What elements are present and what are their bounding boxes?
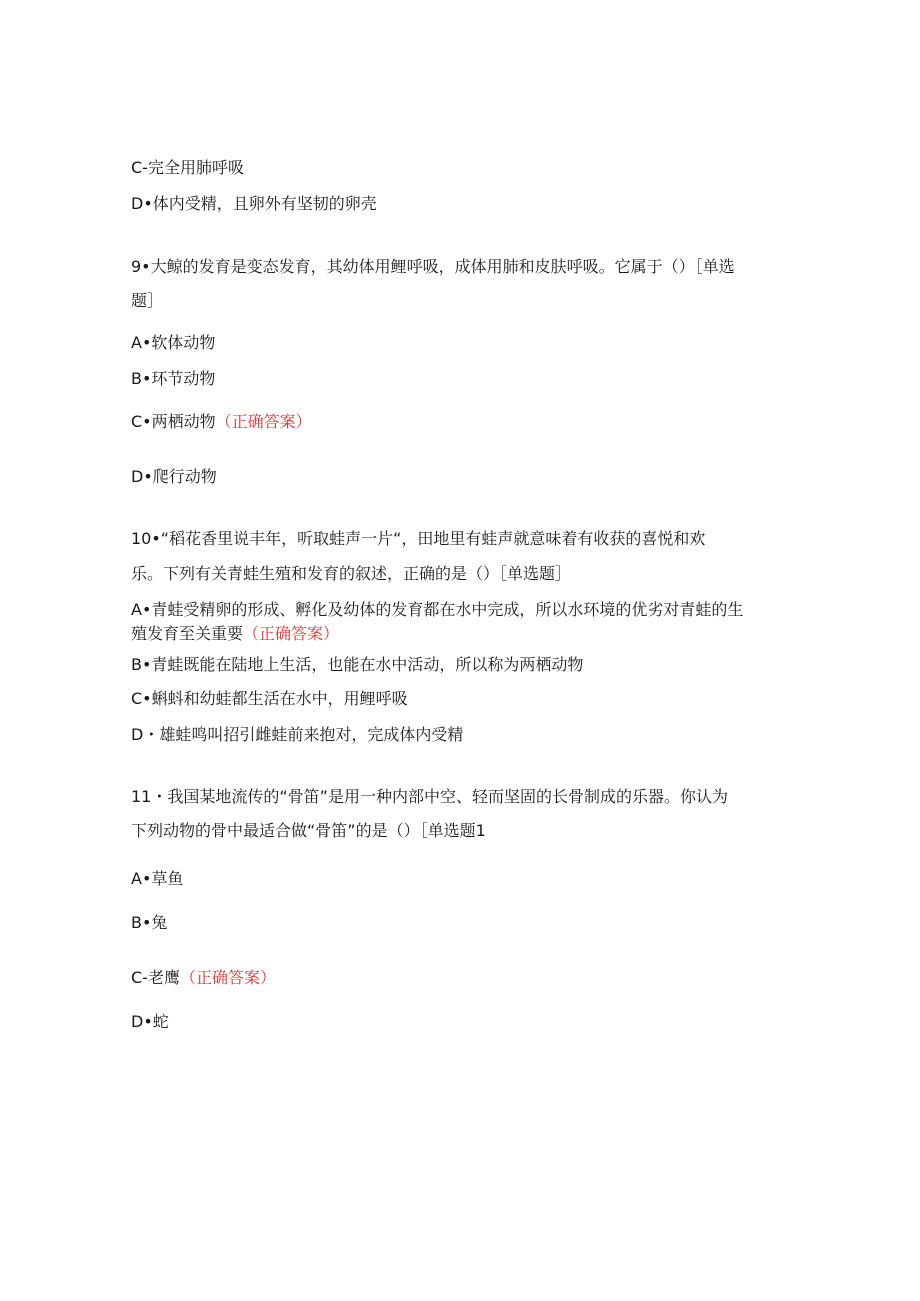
q8-option-c bbox=[131, 158, 244, 178]
option-text: C•蝌蚪和幼蛙都生活在水中，用鲤呼吸 bbox=[131, 689, 408, 708]
option-text: D•体内受精，且卵外有坚韧的卵壳 bbox=[131, 194, 377, 213]
q9-stem-line2 bbox=[131, 291, 163, 311]
option-text: B•青蛙既能在陆地上生活，也能在水中活动，所以称为两栖动物 bbox=[131, 655, 584, 674]
option-text: C-完全用肺呼吸 bbox=[131, 158, 244, 177]
option-text: D•爬行动物 bbox=[131, 467, 217, 486]
question-text: 乐。下列有关青蛙生殖和发育的叙述，正确的是（）［单选题］ bbox=[131, 564, 572, 583]
q10-option-d bbox=[131, 725, 463, 745]
correct-answer-mark: （正确答案） bbox=[179, 968, 276, 987]
q11-option-c bbox=[131, 968, 276, 988]
q11-option-d bbox=[131, 1012, 169, 1032]
option-text: 殖发育至关重要 bbox=[131, 624, 244, 643]
option-text: D・雄蛙鸣叫招引雌蛙前来抱对，完成体内受精 bbox=[131, 725, 464, 744]
question-text: 题］ bbox=[131, 291, 164, 310]
q9-option-a bbox=[131, 333, 215, 353]
question-text: 10•“稻花香里说丰年，听取蛙声一片“，田地里有蛙声就意味着有收获的喜悦和欢 bbox=[131, 529, 706, 548]
q10-stem-line1 bbox=[131, 529, 705, 549]
question-text: 下列动物的骨中最适合做“骨笛”的是（）［单选题1 bbox=[131, 821, 486, 840]
q8-option-d bbox=[131, 194, 377, 214]
option-text: A•软体动物 bbox=[131, 333, 216, 352]
option-text: C•两栖动物 bbox=[131, 412, 216, 431]
q11-stem-line1 bbox=[131, 787, 728, 807]
option-text: C-老鹰 bbox=[131, 968, 180, 987]
option-text: D•蛇 bbox=[131, 1012, 169, 1031]
option-text: A•草鱼 bbox=[131, 869, 184, 888]
q9-option-b bbox=[131, 369, 215, 389]
q11-option-b bbox=[131, 913, 167, 933]
q9-stem-line1 bbox=[131, 257, 735, 277]
q10-option-a-line2 bbox=[131, 624, 339, 644]
question-text: 11・我国某地流传的“骨笛”是用一种内部中空、轻而坚固的长骨制成的乐器。你认为 bbox=[131, 787, 728, 806]
q10-option-b bbox=[131, 655, 583, 675]
correct-answer-mark: （正确答案） bbox=[243, 624, 340, 643]
option-text: B•兔 bbox=[131, 913, 168, 932]
q10-option-a-line1 bbox=[131, 600, 743, 620]
correct-answer-mark: （正确答案） bbox=[215, 412, 312, 431]
question-text: 9•大鲸的发育是变态发育，其幼体用鲤呼吸，成体用肺和皮肤呼吸。它属于（）［单选 bbox=[131, 257, 735, 276]
q9-option-c bbox=[131, 412, 312, 432]
q10-stem-line2 bbox=[131, 564, 571, 584]
q11-stem-line2 bbox=[131, 821, 486, 841]
option-text: B•环节动物 bbox=[131, 369, 216, 388]
q10-option-c bbox=[131, 689, 408, 709]
q9-option-d bbox=[131, 467, 217, 487]
option-text: A•青蛙受精卵的形成、孵化及幼体的发育都在水中完成，所以水环境的优劣对青蛙的生 bbox=[131, 600, 744, 619]
q11-option-a bbox=[131, 869, 183, 889]
